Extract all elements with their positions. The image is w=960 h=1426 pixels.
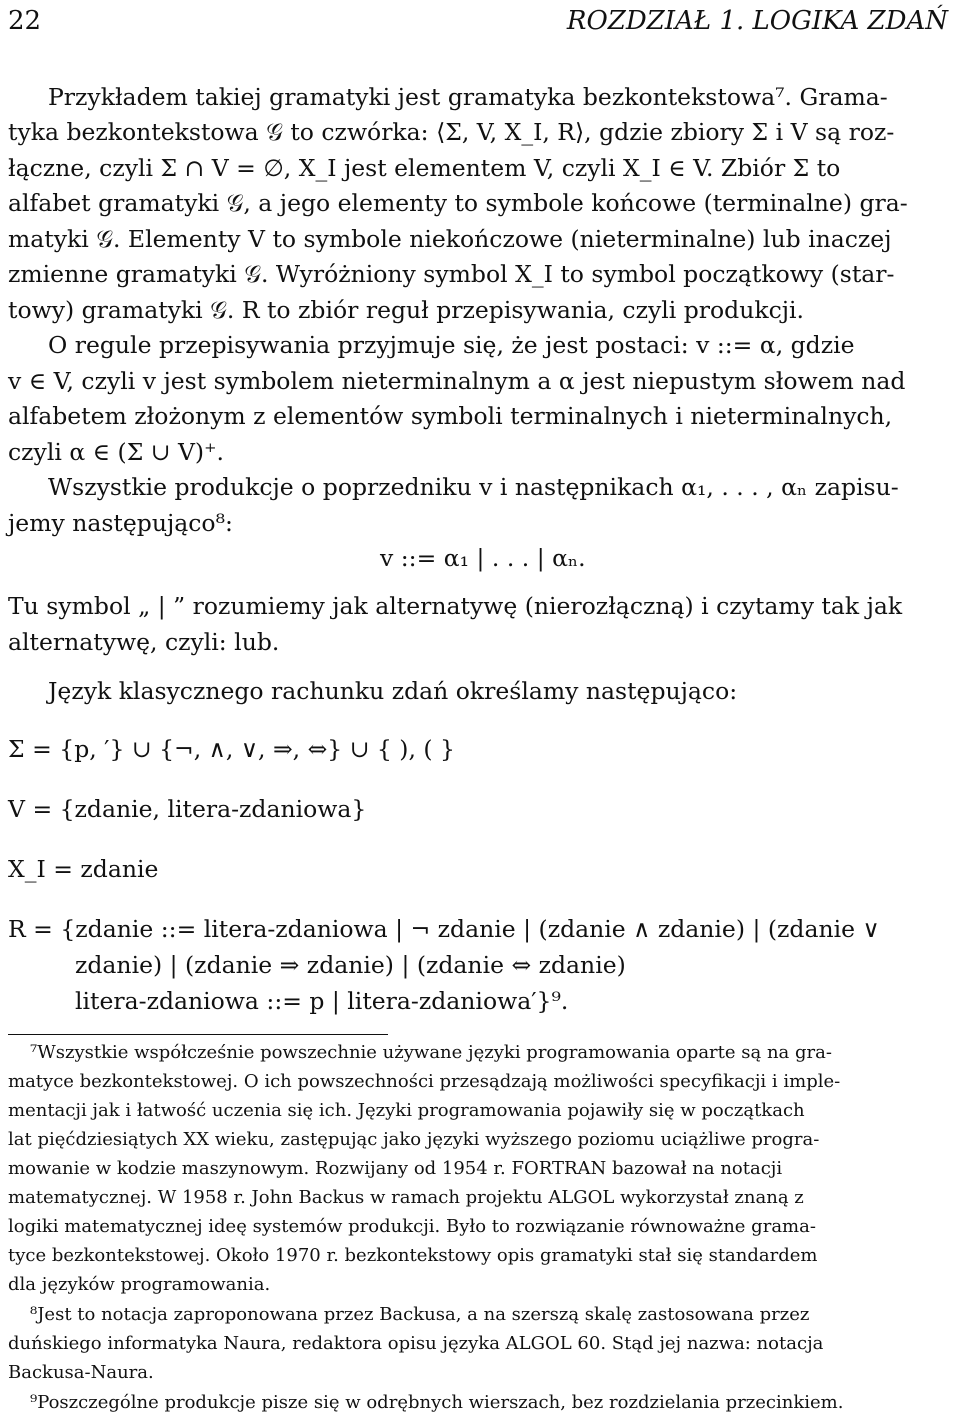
- footnote-line: lat pięćdziesiątych XX wieku, zastępując jako języki wyższego poziomu uciążliwe progra-: [8, 1129, 820, 1150]
- body-line: Tu symbol „ | ” rozumiemy jak alternatywę (nierozłączną) i czytamy tak jak: [8, 592, 903, 620]
- footnote-line: matyce bezkontekstowej. O ich powszechności przesądzają możliwości specyfikacji i imple-: [8, 1071, 841, 1092]
- footnote-line: dla języków programowania.: [8, 1274, 271, 1295]
- body-line: O regule przepisywania przyjmuje się, że jest postaci: v ::= α, gdzie: [48, 331, 855, 359]
- footnote-line: logiki matematycznej ideę systemów produkcji. Było to rozwiązanie równoważne grama-: [8, 1216, 816, 1237]
- page-number: 22: [8, 6, 42, 36]
- chapter-title: ROZDZIAŁ 1. LOGIKA ZDAŃ: [566, 6, 948, 36]
- body-line: v ∈ V, czyli v jest symbolem nieterminalnym a α jest niepustym słowem nad: [8, 367, 906, 395]
- definition-xi: X_I = zdanie: [8, 855, 159, 883]
- footnote-line: tyce bezkontekstowej. Około 1970 r. bezkontekstowy opis gramatyki stał się standardem: [8, 1245, 818, 1266]
- definition-sigma: Σ = {p, ′} ∪ {¬, ∧, ∨, ⇒, ⇔} ∪ { ), ( }: [8, 735, 455, 763]
- body-line: alternatywę, czyli: lub.: [8, 628, 280, 656]
- definition-r-cont: zdanie) | (zdanie ⇒ zdanie) | (zdanie ⇔ zdanie): [75, 951, 626, 979]
- body-line: towy) gramatyki 𝒢. R to zbiór reguł przepisywania, czyli produkcji.: [8, 296, 805, 324]
- body-line: alfabetem złożonym z elementów symboli terminalnych i nieterminalnych,: [8, 402, 893, 430]
- body-line: łączne, czyli Σ ∩ V = ∅, X_I jest elementem V, czyli X_I ∈ V. Zbiór Σ to: [8, 154, 841, 182]
- definition-r: R = {zdanie ::= litera-zdaniowa | ¬ zdanie | (zdanie ∧ zdanie) | (zdanie ∨: [8, 915, 880, 943]
- footnote-line: mentacji jak i łatwość uczenia się ich. Języki programowania pojawiły się w początkach: [8, 1100, 805, 1121]
- footnote-line: duńskiego informatyka Naura, redaktora opisu języka ALGOL 60. Stąd jej nazwa: notacja: [8, 1333, 824, 1354]
- footnote-line: Backusa-Naura.: [8, 1362, 154, 1383]
- display-formula: v ::= α₁ | . . . | αₙ.: [380, 544, 586, 572]
- footnote-line: mowanie w kodzie maszynowym. Rozwijany od 1954 r. FORTRAN bazował na notacji: [8, 1158, 783, 1179]
- definition-r-cont: litera-zdaniowa ::= p | litera-zdaniowa′}⁹.: [75, 987, 569, 1015]
- body-line: matyki 𝒢. Elementy V to symbole niekończowe (nieterminalne) lub inaczej: [8, 225, 892, 253]
- definition-v: V = {zdanie, litera-zdaniowa}: [8, 795, 367, 823]
- footnote-line: ⁸Jest to notacja zaproponowana przez Backusa, a na szerszą skalę zastosowana przez: [30, 1304, 810, 1325]
- body-line: czyli α ∈ (Σ ∪ V)⁺.: [8, 438, 224, 466]
- footnote-line: ⁹Poszczególne produkcje pisze się w odrębnych wierszach, bez rozdzielania przecinkiem.: [30, 1392, 844, 1413]
- body-line: alfabet gramatyki 𝒢, a jego elementy to symbole końcowe (terminalne) gra-: [8, 189, 908, 217]
- footnote-line: ⁷Wszystkie współcześnie powszechnie używane języki programowania oparte są na gra-: [30, 1042, 832, 1063]
- body-line: Język klasycznego rachunku zdań określamy następująco:: [48, 677, 738, 705]
- body-line: tyka bezkontekstowa 𝒢 to czwórka: ⟨Σ, V, X_I, R⟩, gdzie zbiory Σ i V są roz-: [8, 118, 895, 146]
- body-line: zmienne gramatyki 𝒢. Wyróżniony symbol X_I to symbol początkowy (star-: [8, 260, 895, 288]
- body-line: Przykładem takiej gramatyki jest gramatyka bezkontekstowa⁷. Grama-: [48, 83, 888, 111]
- footnote-line: matematycznej. W 1958 r. John Backus w ramach projektu ALGOL wykorzystał znaną z: [8, 1187, 804, 1208]
- body-line: jemy następująco⁸:: [8, 509, 233, 537]
- footnote-separator: [8, 1034, 388, 1035]
- body-line: Wszystkie produkcje o poprzedniku v i następnikach α₁, . . . , αₙ zapisu-: [48, 473, 899, 501]
